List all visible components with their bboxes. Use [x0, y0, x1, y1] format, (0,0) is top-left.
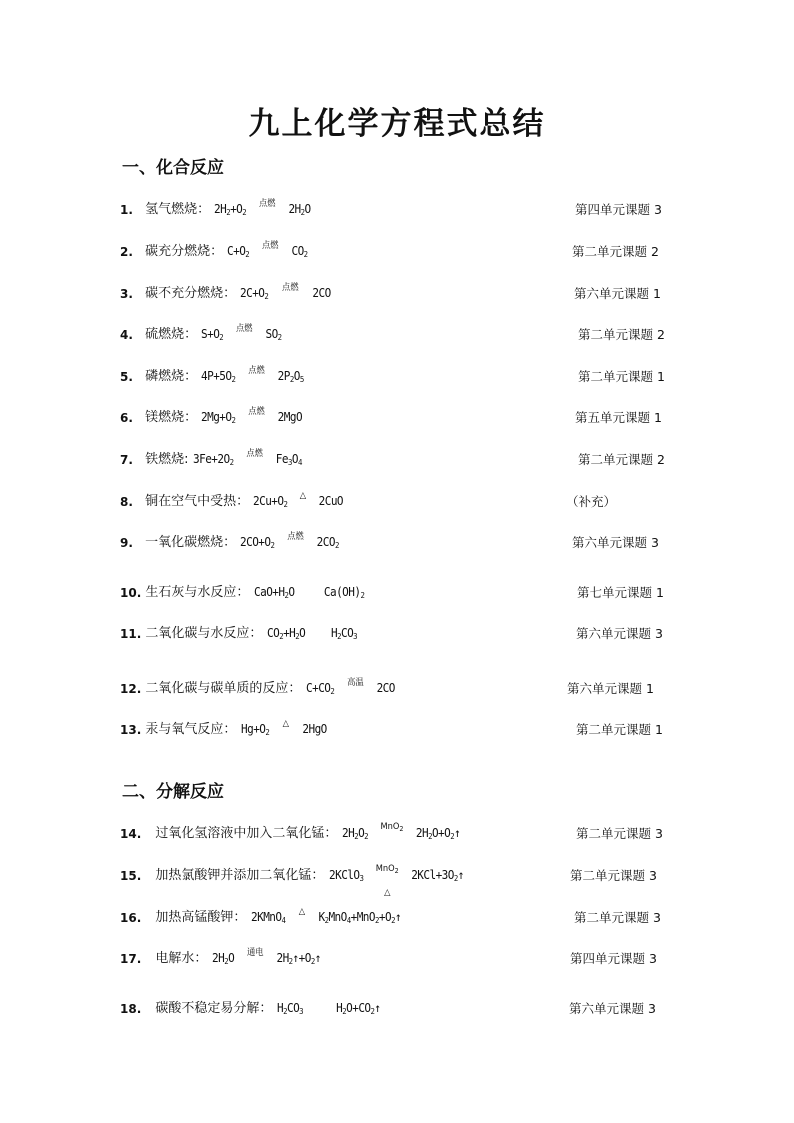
equation-row-18	[120, 997, 389, 1017]
unit-reference: 第七单元课题 1	[577, 585, 664, 600]
page-title: 九上化学方程式总结	[248, 106, 546, 142]
unit-reference: 第二单元课题 3	[570, 868, 657, 883]
chemical-equation: $3Fe+2O_2$ 点燃 $Fe_3O_4$	[192, 449, 302, 467]
equation-row-10	[120, 581, 374, 601]
chemical-equation: $S+O_2$ 点燃 $SO_2$	[201, 324, 282, 342]
row-number: 6.	[120, 411, 133, 425]
equation-row-11	[120, 622, 364, 642]
row-number: 17.	[120, 952, 142, 966]
equation-row-17	[120, 947, 330, 967]
row-number: 15.	[120, 869, 142, 883]
chemical-equation: $2H_2O_2$ MnO$_2$ $2H_2O+O_2↑$	[341, 822, 460, 841]
row-number: 2.	[120, 245, 133, 259]
chemical-equation: 2KMnO$_4$ △ $K_2MnO_4+MnO_2+O_2↑$	[250, 907, 401, 925]
equation-row-14	[120, 822, 470, 842]
chemical-equation: $C+O_2$ 点燃 $CO_2$	[227, 241, 308, 259]
chemical-equation: $CaO+H_2O$ $Ca(OH)_2$	[253, 585, 364, 600]
reaction-description: 铁燃烧:	[145, 452, 189, 467]
chemical-equation: $2H_2+O_2$ 点燃 $2H_2O$	[214, 199, 311, 217]
row-number: 18.	[120, 1002, 142, 1016]
row-number: 14.	[120, 827, 142, 841]
equation-row-2	[120, 240, 315, 260]
equation-row-15	[120, 864, 475, 898]
equation-row-3	[120, 282, 339, 302]
chemical-equation: $H_2CO_3$ $H_2O+CO_2↑$	[276, 1001, 381, 1016]
reaction-description: 加热氯酸钾并添加二氧化锰：	[155, 868, 325, 883]
row-number: 12.	[120, 682, 142, 696]
unit-reference: （补充）	[566, 494, 617, 509]
chemical-equation: $2H_2O$ 通电 $2H_2↑+O_2↑$	[211, 948, 321, 966]
reaction-description: 磷燃烧：	[145, 369, 198, 384]
reaction-description: 一氧化碳燃烧：	[145, 535, 237, 550]
unit-reference: 第四单元课题 3	[575, 202, 662, 217]
chemical-equation: $4P+5O_2$ 点燃 $2P_2O_5$	[201, 366, 304, 384]
equation-row-5	[120, 365, 313, 385]
chemical-equation: $2Cu+O_2$ △ 2CuO	[253, 491, 344, 509]
section-heading-decomposition: 二、分解反应	[122, 782, 224, 802]
chemical-equation: $CO_2+H_2O$ $H_2CO_3$	[266, 626, 357, 641]
chemical-equation: 2KClO$_3$ MnO$_2$ △ $2KCl+3O_2↑$	[328, 864, 464, 898]
row-number: 3.	[120, 287, 133, 301]
reaction-description: 碳酸不稳定易分解：	[155, 1001, 273, 1016]
equation-row-4	[120, 323, 289, 343]
reaction-description: 过氧化氢溶液中加入二氧化锰：	[155, 826, 338, 841]
chemical-equation: $Hg+O_2$ △ 2HgO	[240, 719, 327, 737]
unit-reference: 第二单元课题 2	[572, 244, 659, 259]
unit-reference: 第六单元课题 3	[572, 535, 659, 550]
unit-reference: 第六单元课题 3	[576, 626, 663, 641]
chemical-equation: $2Mg+O_2$ 点燃 2MgO	[201, 407, 303, 425]
unit-reference: 第六单元课题 1	[567, 681, 654, 696]
reaction-description: 电解水：	[155, 951, 208, 966]
equation-row-13	[120, 718, 334, 738]
row-number: 5.	[120, 370, 133, 384]
row-number: 8.	[120, 495, 133, 509]
reaction-description: 生石灰与水反应：	[145, 585, 250, 600]
unit-reference: 第二单元课题 2	[578, 452, 665, 467]
row-number: 4.	[120, 328, 133, 342]
row-number: 1.	[120, 203, 133, 217]
reaction-description: 碳充分燃烧：	[145, 244, 224, 259]
section-heading-combination: 一、化合反应	[122, 158, 224, 178]
row-number: 10.	[120, 586, 142, 600]
chemical-equation: $2CO+O_2$ 点燃 $2CO_2$	[240, 532, 340, 550]
chemical-equation: $C+CO_2$ 高温 2CO	[305, 678, 395, 696]
unit-reference: 第二单元课题 1	[578, 369, 665, 384]
row-number: 7.	[120, 453, 133, 467]
unit-reference: 第二单元课题 1	[576, 722, 663, 737]
reaction-description: 加热高锰酸钾：	[155, 910, 247, 925]
row-number: 16.	[120, 911, 142, 925]
unit-reference: 第五单元课题 1	[575, 410, 662, 425]
equation-row-7	[120, 448, 311, 468]
unit-reference: 第六单元课题 3	[569, 1001, 656, 1016]
row-number: 11.	[120, 627, 142, 641]
row-number: 13.	[120, 723, 142, 737]
reaction-description: 硫燃烧：	[145, 327, 198, 342]
reaction-description: 镁燃烧：	[145, 410, 198, 425]
row-number: 9.	[120, 536, 133, 550]
reaction-description: 铜在空气中受热：	[145, 494, 250, 509]
reaction-description: 汞与氧气反应：	[145, 722, 237, 737]
reaction-description: 碳不充分燃烧：	[145, 286, 237, 301]
reaction-description: 二氧化碳与水反应：	[145, 626, 263, 641]
unit-reference: 第二单元课题 3	[574, 910, 661, 925]
reaction-description: 二氧化碳与碳单质的反应：	[145, 681, 302, 696]
equation-row-8	[120, 490, 351, 510]
unit-reference: 第四单元课题 3	[570, 951, 657, 966]
chemical-equation: $2C+O_2$ 点燃 2CO	[240, 283, 331, 301]
equation-row-6	[120, 406, 311, 426]
equation-row-12	[120, 677, 402, 697]
equation-row-16	[120, 906, 414, 926]
unit-reference: 第二单元课题 3	[576, 826, 663, 841]
unit-reference: 第二单元课题 2	[578, 327, 665, 342]
equation-row-1	[120, 198, 319, 218]
reaction-description: 氢气燃烧：	[145, 202, 211, 217]
unit-reference: 第六单元课题 1	[574, 286, 661, 301]
equation-row-9	[120, 531, 348, 551]
